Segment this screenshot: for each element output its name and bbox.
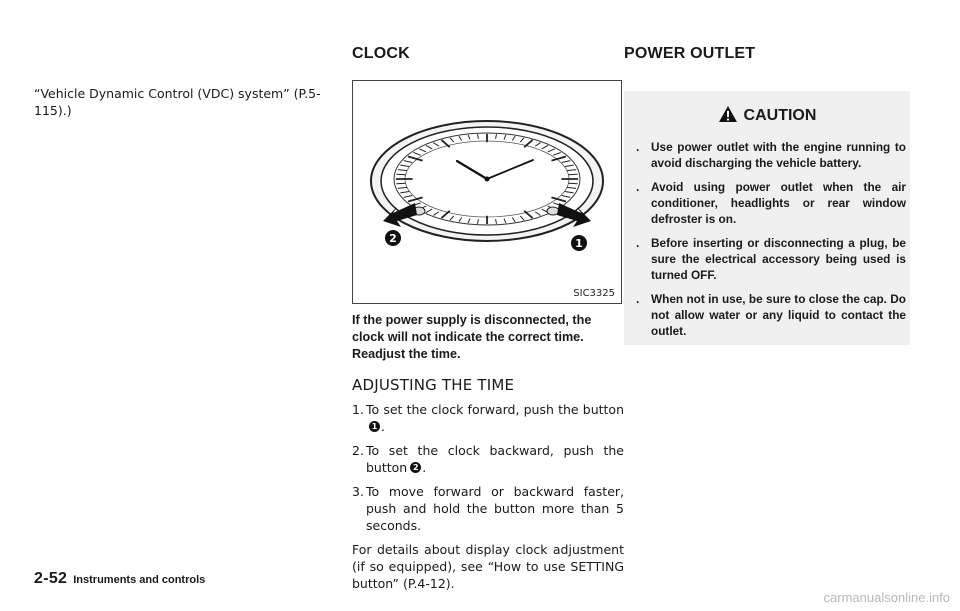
power-outlet-heading: POWER OUTLET <box>624 45 756 62</box>
caution-item: . Avoid using power outlet when the air conditioner, headlights or rear window defroster is on. <box>636 180 906 226</box>
step-item: 1. To set the clock forward, push the button1 . <box>352 402 624 434</box>
page-footer <box>34 570 205 588</box>
callout-1-label: 1 <box>575 237 583 250</box>
caution-list <box>636 139 906 347</box>
details-reference: For details about display clock adjustment (if so equipped), see “How to use SETTING button” (P.4-12). <box>352 542 624 591</box>
caution-item: . When not in use, be sure to close the cap. Do not allow water or any liquid to contact the outlet. <box>636 292 906 338</box>
caution-item: . Before inserting or disconnecting a plug, be sure the electrical accessory being used is turned OFF. <box>636 236 906 282</box>
intro-text <box>34 85 334 119</box>
power-notice: If the power supply is disconnected, the clock will not indicate the correct time. Readjust the time. <box>352 313 592 361</box>
caution-title: CAUTION <box>743 107 817 124</box>
figure-id: SIC3325 <box>573 288 615 299</box>
clock-heading: CLOCK <box>352 45 410 62</box>
page-number: 2-52 <box>34 570 68 587</box>
adjusting-heading: ADJUSTING THE TIME <box>352 376 515 394</box>
step-item: 2. To set the clock backward, push the button 2 . <box>352 443 624 475</box>
intro-reference: “Vehicle Dynamic Control (VDC) system” (P.5-115).) <box>34 86 321 118</box>
section-name: Instruments and controls <box>73 574 206 586</box>
clock-illustration <box>353 81 621 303</box>
adjust-steps <box>352 401 624 534</box>
caution-item: . Use power outlet with the engine running to avoid discharging the vehicle battery. <box>636 140 906 170</box>
caution-box <box>624 91 910 345</box>
circled-2-icon: 2 <box>410 462 421 473</box>
circled-1-icon: 1 <box>369 421 380 432</box>
clock-text <box>352 312 624 592</box>
step-item: 3. To move forward or backward faster, push and hold the button more than 5 seconds. <box>352 484 624 533</box>
caution-header <box>624 105 910 125</box>
watermark: carmanualsonline.info <box>823 590 950 605</box>
callout-2-label: 2 <box>389 232 397 245</box>
warning-triangle-icon <box>718 105 738 123</box>
clock-figure <box>352 80 622 304</box>
